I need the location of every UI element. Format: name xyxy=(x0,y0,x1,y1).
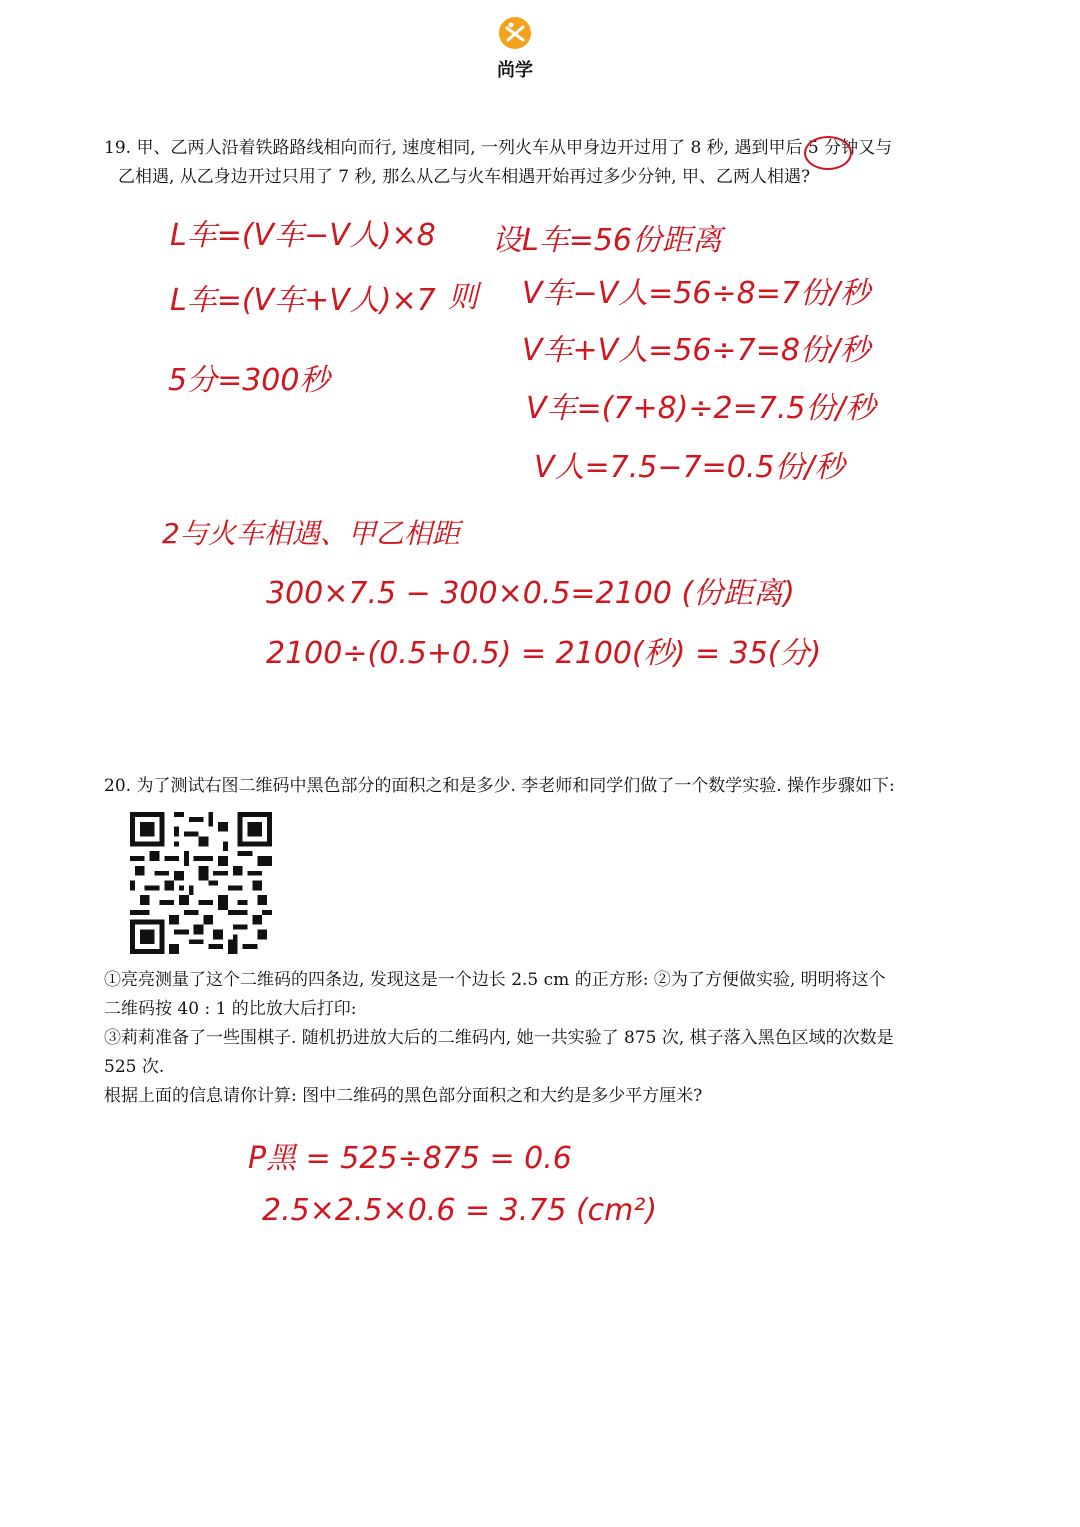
hw-then: 则 xyxy=(448,280,478,315)
question-20-line-4: ③莉莉准备了一些围棋子. 随机扔进放大后的二维码内, 她一共实验了 875 次, 棋子落入黑色区域的次数是 xyxy=(104,1028,894,1048)
annotation-circle xyxy=(804,136,852,170)
hw-distance-calc: 300×7.5 − 300×0.5=2100 (份距离) xyxy=(266,576,795,611)
hw-assume: 设L车=56份距离 xyxy=(492,223,723,258)
question-19-line-1: 19. 甲、乙两人沿着铁路路线相向而行, 速度相同, 一列火车从甲身边开过用了 8 秒, 遇到甲后 5 分钟又与 xyxy=(104,138,893,158)
hw-person-speed: V人=7.5−7=0.5份/秒 xyxy=(534,450,845,485)
hw-formula-2: L车=(V车+V人)×7 xyxy=(170,283,436,318)
hw-probability: P黑 = 525÷875 = 0.6 xyxy=(248,1141,572,1176)
logo-icon xyxy=(498,16,532,50)
question-20-line-2: ①亮亮测量了这个二维码的四条边, 发现这是一个边长 2.5 cm 的正方形: ②为了方便做实验, 明明将这个 xyxy=(104,970,886,990)
question-20-line-1: 20. 为了测试右图二维码中黑色部分的面积之和是多少. 李老师和同学们做了一个数学实验. 操作步骤如下: xyxy=(104,776,895,796)
question-20-title xyxy=(104,772,984,801)
question-20-line-5: 525 次. xyxy=(104,1057,165,1077)
question-19 xyxy=(104,134,984,192)
hw-time-calc: 2100÷(0.5+0.5) = 2100(秒) = 35(分) xyxy=(266,636,822,671)
hw-train-speed: V车=(7+8)÷2=7.5份/秒 xyxy=(526,391,876,426)
brand-logo xyxy=(490,16,540,82)
hw-formula-1: L车=(V车−V人)×8 xyxy=(170,218,436,253)
qr-code-image xyxy=(130,812,272,954)
logo-text: 尚学 xyxy=(497,60,533,81)
hw-step-heading: 2与火车相遇、甲乙相距 xyxy=(162,517,460,550)
question-19-line-2: 乙相遇, 从乙身边开过只用了 7 秒, 那么从乙与火车相遇开始再过多少分钟, 甲、乙两人相遇? xyxy=(118,167,811,187)
hw-time-convert: 5分=300秒 xyxy=(168,363,330,398)
hw-diff-speed: V车−V人=56÷8=7份/秒 xyxy=(522,276,871,311)
question-20-body xyxy=(104,966,984,1111)
question-20-line-3: 二维码按 40 : 1 的比放大后打印: xyxy=(104,999,357,1019)
hw-area-calc: 2.5×2.5×0.6 = 3.75 (cm²) xyxy=(262,1193,658,1228)
question-20-line-6: 根据上面的信息请你计算: 图中二维码的黑色部分面积之和大约是多少平方厘米? xyxy=(104,1086,703,1106)
hw-sum-speed: V车+V人=56÷7=8份/秒 xyxy=(522,333,871,368)
